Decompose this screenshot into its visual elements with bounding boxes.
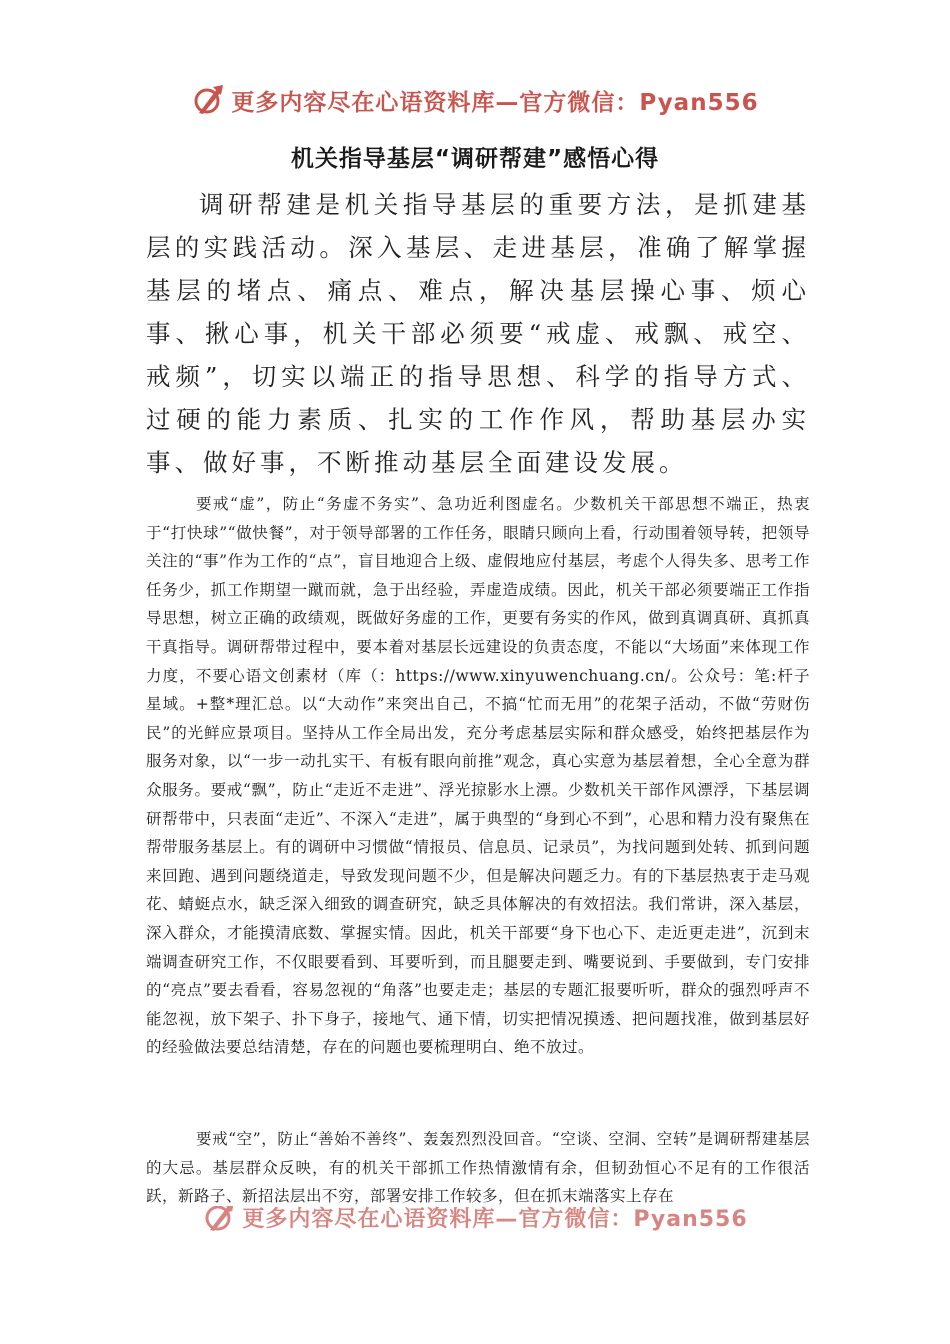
lead-paragraph: 调研帮建是机关指导基层的重要方法，是抓建基层的实践活动。深入基层、走进基层，准确了解掌握基层的堵点、痛点、难点，解决基层操心事、烦心事、揪心事，机关干部必须要“戒虚、戒飘、戒空、戒频”，切实以端正的指导思想、科学的指导方式、过硬的能力素质、扎实的工作作风，帮助基层办实事、做好事，不断推动基层全面建设发展。 bbox=[146, 190, 810, 477]
watermark-text-top: 更多内容尽在心语资料库—官方微信：Pyan556 bbox=[231, 89, 759, 116]
body-paragraph-2: 要戒“空”，防止“善始不善终”、轰轰烈烈没回音。“空谈、空洞、空转”是调研帮建基层的大忌。基层群众反映，有的机关干部抓工作热情激情有余，但韧劲恒心不足有的工作很活跃，新路子、新招法层出不穷，部署安排工作较多，但在抓末端落实上存在 bbox=[146, 1130, 810, 1206]
watermark-banner-bottom bbox=[0, 1206, 950, 1240]
body-paragraph-1: 要戒“虚”，防止“务虚不务实”、急功近利图虚名。少数机关干部思想不端正，热衷于“打快球”“做快餐”，对于领导部署的工作任务，眼睛只顾向上看，行动围着领导转，把领导关注的“事”作为工作的“点”，盲目地迎合上级、虚假地应付基层，考虑个人得失多、思考工作任务少，抓工作期望一蹴而就，急于出经验，弄虚造成绩。因此，机关干部必须要端正工作指导思想，树立正确的政绩观，既做好务虚的工作，更要有务实的作风，做到真调真研、真抓真干真指导。调研帮带过程中，要本着对基层长远建设的负责态度，不能以“大场面”来体现工作力度，不要心语文创素材（库（：https://www.xinyuwenchuang.cn/。公众号：笔:杆子星域。+整*理汇总。以“大动作”来突出自己，不搞“忙而无用”的花架子活动，不做“劳财伤民”的光鲜应景项目。坚持从工作全局出发，充分考虑基层实际和群众感受，始终把基层作为服务对象，以“一步一动扎实干、有板有眼向前推”观念，真心实意为基层着想，全心全意为群众服务。要戒“飘”，防止“走近不走进”、浮光掠影水上漂。少数机关干部作风漂浮，下基层调研帮带中，只表面“走近”、不深入“走进”，属于典型的“身到心不到”，心思和精力没有聚焦在帮带服务基层上。有的调研中习惯做“情报员、信息员、记录员”，为找问题到处转、抓到问题来回跑、遇到问题绕道走，导致发现问题不少，但是解决问题乏力。有的下基层热衷于走马观花、蜻蜓点水，缺乏深入细致的调查研究，缺乏具体解决的有效招法。我们常讲，深入基层，深入群众，才能摸清底数、掌握实情。因此，机关干部要“身下也心下、走近更走进”，沉到末端调查研究工作，不仅眼要看到、耳要听到，而且腿要走到、嘴要说到、手要做到，专门安排的“亮点”要去看看，容易忽视的“角落”也要走走；基层的专题汇报要听听，群众的强烈呼声不能忽视，放下架子、扑下身子，接地气、通下情，切实把情况摸透、把问题找准，做到基层好的经验做法要总结清楚，存在的问题也要梳理明白、绝不放过。 bbox=[146, 495, 810, 1057]
document-title: 机关指导基层“调研帮建”感悟心得 bbox=[290, 146, 660, 172]
watermark-text-bottom: 更多内容尽在心语资料库—官方微信：Pyan556 bbox=[242, 1206, 748, 1232]
quill-pen-logo-icon bbox=[202, 1206, 236, 1234]
